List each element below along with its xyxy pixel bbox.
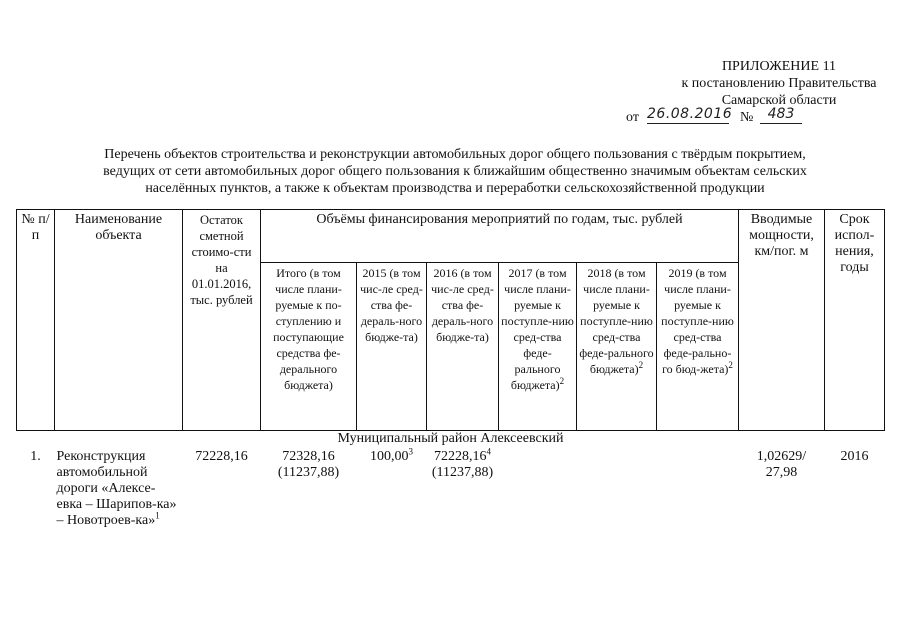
appendix-line1: к постановлению Правительства xyxy=(681,76,877,91)
table-header-row xyxy=(17,210,885,263)
row-2019 xyxy=(657,447,739,531)
district-row xyxy=(17,431,885,448)
row-2015-value: 100,00 xyxy=(370,449,409,464)
row-2016-value: 72228,16 xyxy=(434,449,487,464)
appendix-title: ПРИЛОЖЕНИЕ 11 xyxy=(721,59,837,74)
row-capacity: 1,02629/ 27,98 xyxy=(756,449,807,480)
header-2017-text: 2017 (в том числе плани-руемые к поступле-нию сред-ства феде-рального бюджета) xyxy=(501,266,574,392)
header-2018-text: 2018 (в том числе плани-руемые к поступле-нию сред-ства феде-рального бюджета) xyxy=(579,266,654,376)
heading-line3: населённых пунктов, а также к объектам производства и переработки сельскохозяйственной продукции xyxy=(145,181,765,196)
header-2018 xyxy=(577,263,657,431)
row-2017 xyxy=(499,447,577,531)
footnote-mark: 1 xyxy=(155,510,160,521)
row-balance: 72228,16 xyxy=(195,449,248,464)
row-name xyxy=(55,447,183,531)
row-no: 1. xyxy=(30,449,41,464)
appendix-line2: Самарской области xyxy=(721,93,837,108)
appendix-date-line xyxy=(560,106,890,129)
handwritten-date: 26.08.2016 xyxy=(647,106,733,122)
footnote-mark: 2 xyxy=(638,360,644,370)
objects-table xyxy=(16,209,885,531)
footnote-mark: 2 xyxy=(728,360,733,370)
row-2016 xyxy=(427,447,499,531)
header-2016: 2016 (в том чис-ле сред-ства фе-дераль-ного бюдже-та) xyxy=(427,263,499,431)
row-2015 xyxy=(357,447,427,531)
appendix-block xyxy=(560,58,890,129)
heading-line1: Перечень объектов строительства и реконструкции автомобильных дорог общего пользования с твёрдым покрытием, xyxy=(104,147,806,162)
header-term: Срок испол-нения, годы xyxy=(825,210,885,431)
header-capacity: Вводимые мощности, км/пог. м xyxy=(739,210,825,431)
row-2016-fed: (11237,88) xyxy=(431,465,494,480)
header-total: Итого (в том числе плани-руемые к по-ступлению и поступающие средства фе-дерального бюджета) xyxy=(261,263,357,431)
district-label: Муниципальный район Алексеевский xyxy=(337,431,564,446)
header-funding: Объёмы финансирования мероприятий по годам, тыс. рублей xyxy=(261,210,739,263)
header-2017 xyxy=(499,263,577,431)
from-label: от xyxy=(626,110,639,125)
header-no: № п/п xyxy=(17,210,55,431)
row-term: 2016 xyxy=(840,449,869,464)
row-name-text: Реконструкция автомобильной дороги «Алексе-евка – Шарипов-ка» – Новотроев-ка» xyxy=(56,449,177,528)
header-balance: Остаток сметной стоимо-сти на 01.01.2016, тыс. рублей xyxy=(183,210,261,431)
header-2015: 2015 (в том чис-ле сред-ства фе-дераль-ного бюдже-та) xyxy=(357,263,427,431)
row-total-value: 72328,16 xyxy=(282,449,335,464)
header-2019-text: 2019 (в том числе плани-руемые к поступле-нию сред-ства феде-рально-го бюд-жета) xyxy=(661,266,734,376)
number-label: № xyxy=(740,110,754,125)
row-2018 xyxy=(577,447,657,531)
footnote-mark: 4 xyxy=(486,446,491,457)
heading-line2: ведущих от сети автомобильных дорог общего пользования к ближайшим общественно значимым объектам сельских xyxy=(103,164,807,179)
handwritten-number: 483 xyxy=(760,106,802,124)
header-name: Наименование объекта xyxy=(55,210,183,431)
row-total-fed: (11237,88) xyxy=(277,465,340,480)
footnote-mark: 2 xyxy=(559,376,565,386)
footnote-mark: 3 xyxy=(408,446,413,457)
row-total xyxy=(261,447,357,531)
header-2019 xyxy=(657,263,739,431)
table-row xyxy=(17,447,885,531)
document-heading xyxy=(40,146,870,197)
